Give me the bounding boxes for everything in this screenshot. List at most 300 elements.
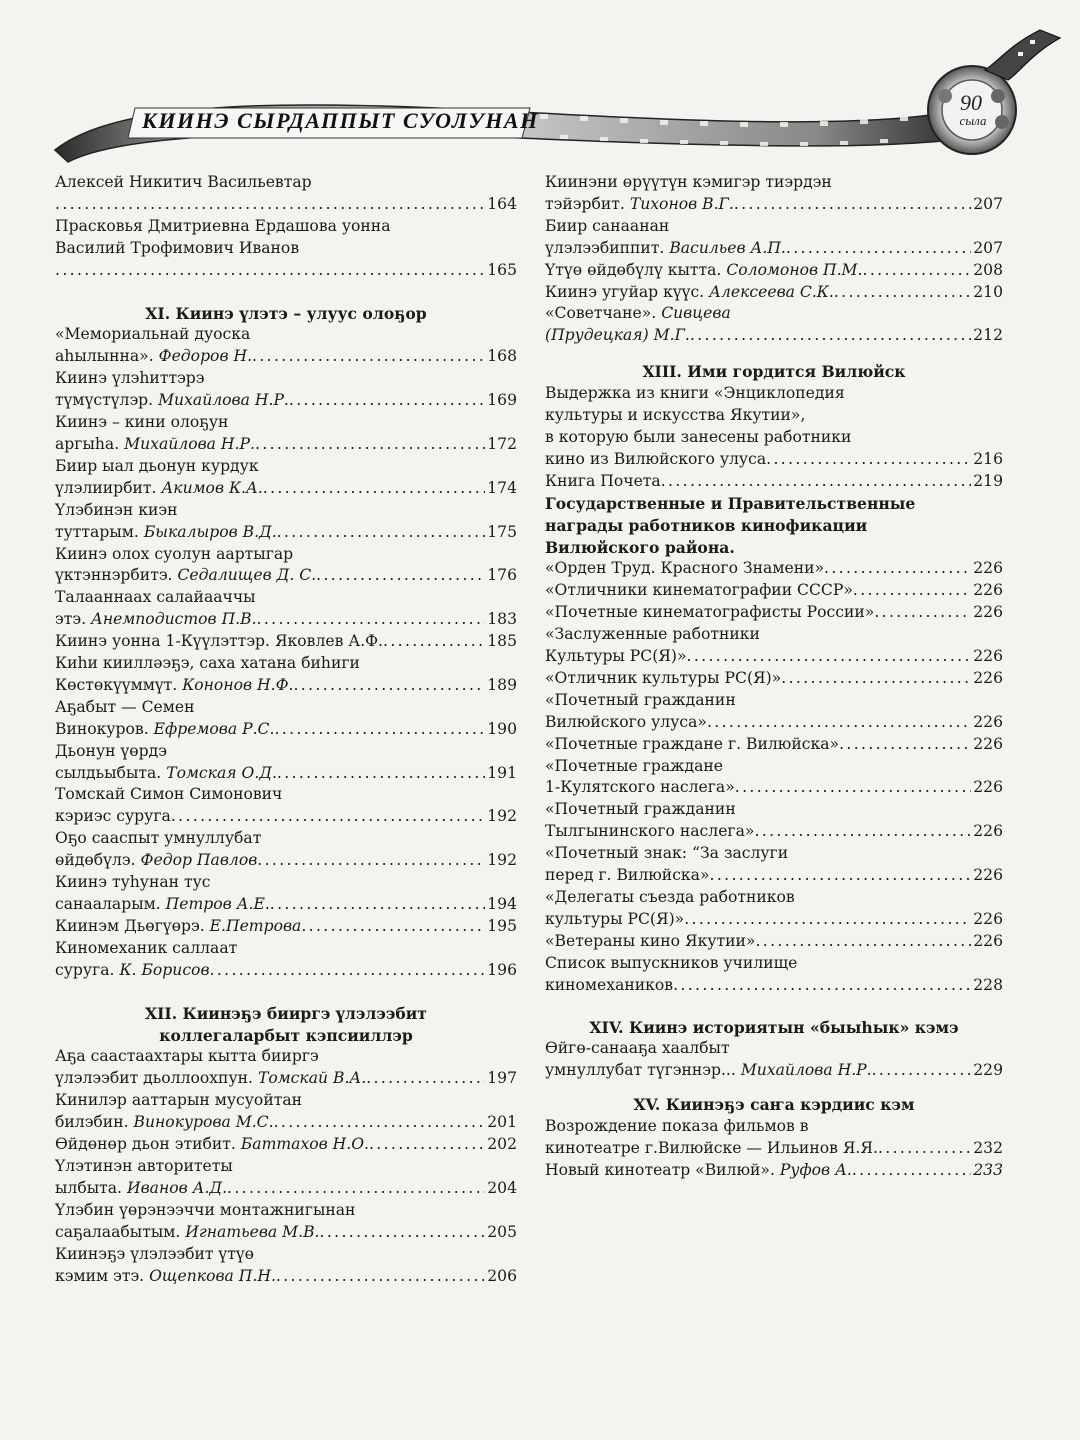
toc-entry-final-line (55, 916, 517, 938)
toc-entry-text: үлэлиирбит. (55, 478, 157, 497)
toc-entry (545, 843, 1003, 887)
toc-entry-line: Аҕа саастаахтары кытта бииргэ (55, 1047, 319, 1066)
dot-leader (316, 565, 485, 587)
toc-entry (55, 938, 517, 982)
toc-entry-line: Киинэ үлэһиттэрэ (55, 369, 205, 388)
toc-entry-author: (Прудецкая) М.Г. (545, 326, 690, 345)
page-number: 226 (973, 647, 1003, 666)
toc-entry-final-line (545, 471, 1003, 493)
dot-leader (257, 609, 486, 631)
page-number: 172 (487, 434, 517, 453)
toc-entry-line: Үлэбин үөрэнээччи монтажнигынан (55, 1200, 356, 1219)
toc-entry (55, 828, 517, 872)
dot-leader (171, 806, 485, 828)
toc-entry-author: Михайлова Н.Р. (124, 434, 255, 453)
awards-heading-line: Вилюйского района. (545, 537, 735, 557)
toc-entry-final-line (545, 282, 1003, 304)
toc-entry-text: суруга. (55, 960, 115, 979)
toc-entry-final-line (55, 346, 517, 368)
toc-entry-author: Седалищев Д. С. (177, 566, 317, 585)
toc-entry-final-line (545, 734, 1003, 756)
dot-leader (369, 1134, 485, 1156)
page-number: 226 (973, 581, 1003, 600)
toc-entry-final-line (545, 558, 1003, 580)
toc-entry-final-line (55, 1068, 517, 1090)
toc-entry (545, 282, 1003, 304)
toc-entry-text: этэ. (55, 610, 87, 629)
toc-entry-final-line (545, 865, 1003, 887)
toc-entry (545, 1038, 1003, 1082)
toc-entry-author: Томскай В.А. (257, 1069, 367, 1088)
toc-entry (55, 916, 517, 938)
toc-entry-text: «Почетные граждане г. Вилюйска» (545, 734, 840, 753)
page-number: 219 (973, 471, 1003, 490)
page-number: 197 (487, 1069, 517, 1088)
toc-entry-text: кэмим этэ. (55, 1266, 145, 1285)
section-title-xii-line2: коллегаларбыт кэпсииллэр (159, 1025, 413, 1045)
toc-entry-author: Ощепкова П.Н. (149, 1266, 276, 1285)
ribbon-title: КИИНЭ СЫРДАППЫТ СУОЛУНАН (142, 108, 539, 133)
toc-entry (545, 734, 1003, 756)
page-number: 228 (973, 975, 1003, 994)
toc-entry-final-line (55, 894, 517, 916)
dot-leader (661, 471, 972, 493)
toc-entry-text: билэбин. (55, 1113, 129, 1132)
toc-entry-author: Алексеева С.К. (709, 282, 834, 301)
spacer (55, 982, 517, 1003)
toc-entry-final-line (55, 1178, 517, 1200)
toc-entry (545, 558, 1003, 580)
toc-entry-final-line (55, 1266, 517, 1288)
dot-leader (878, 1138, 971, 1160)
page-number: 164 (487, 194, 517, 213)
toc-entry-line: Өйгө-санааҕа хаалбыт (545, 1039, 730, 1058)
page-number: 207 (973, 238, 1003, 257)
toc-entry-text: Өйдөнөр дьон этибит. (55, 1135, 236, 1154)
toc-entry-author: Васильев А.П. (669, 238, 786, 257)
anniversary-word: сыла (959, 113, 987, 128)
toc-entry (55, 741, 517, 785)
toc-entry-text: санааларым. (55, 895, 161, 913)
toc-entry-final-line (545, 238, 1003, 260)
toc-entry-final-line (545, 580, 1003, 602)
toc-entry-final-line (545, 260, 1003, 282)
toc-entry (545, 1160, 1003, 1182)
toc-entry-author: Федор Павлов (140, 851, 258, 870)
dot-leader (289, 390, 485, 412)
page-number: 207 (973, 194, 1003, 213)
page-number: 212 (973, 326, 1003, 345)
toc-entry (545, 887, 1003, 931)
toc-entry-final-line (545, 1060, 1003, 1082)
section-title-xii: XII. Киинэҕэ бииргэ үлэлээбит (145, 1003, 427, 1023)
dot-leader (55, 194, 485, 216)
page-number: 195 (487, 916, 517, 935)
dot-leader (872, 1060, 972, 1082)
toc-entry-final-line (55, 1112, 517, 1134)
toc-entry (55, 653, 517, 697)
toc-entry (55, 500, 517, 544)
page-number: 165 (487, 260, 517, 279)
toc-entry (545, 172, 1003, 216)
toc-entry-text: саҕалаабытым. (55, 1222, 181, 1241)
page-number: 233 (973, 1160, 1003, 1179)
dot-leader (852, 1160, 971, 1182)
toc-entry (545, 471, 1003, 493)
toc-entry-line: «Почетный гражданин (545, 800, 736, 819)
page-number: 190 (487, 719, 517, 738)
toc-entry-text: «Отличники кинематографии СССР» (545, 581, 853, 600)
toc-entry (55, 412, 517, 456)
dot-leader (255, 434, 485, 456)
toc-entry-final-line (545, 1160, 1003, 1182)
toc-entry-text: «Отличник культуры РС(Я)» (545, 668, 782, 687)
dot-leader (781, 668, 971, 690)
toc-entry-text: Культуры РС(Я)» (545, 647, 687, 666)
toc-entry (55, 1046, 517, 1090)
page-number: 192 (487, 807, 517, 826)
page-number: 183 (487, 610, 517, 629)
toc-entry-author: Соломонов П.М. (726, 260, 863, 279)
toc-entry-text: аргыһа. (55, 434, 120, 453)
toc-entry-text: ылбыта. (55, 1178, 122, 1197)
toc-entry (545, 303, 1003, 347)
toc-entry-final-line (55, 434, 517, 456)
page-number: 204 (487, 1178, 517, 1197)
toc-entry-final-line (545, 712, 1003, 734)
toc-entry (545, 260, 1003, 282)
toc-entry-author: Игнатьева М.В. (185, 1222, 320, 1241)
toc-entry-author: Е.Петрова (209, 916, 302, 935)
toc-entry (55, 697, 517, 741)
page-number: 226 (973, 822, 1003, 841)
toc-entry-author: Винокурова М.С. (133, 1113, 274, 1132)
toc-entry-line (545, 303, 1003, 325)
toc-entry-final-line (55, 1134, 517, 1156)
toc-entry-line: «Делегаты съезда работников (545, 888, 795, 906)
toc-entry-line: Киинэ – кини олоҕун (55, 413, 229, 432)
toc-entry-line: Аҕабыт — Семен (55, 697, 195, 716)
page-number: 226 (973, 734, 1003, 753)
dot-leader (276, 1266, 485, 1288)
header-banner (0, 0, 1080, 175)
dot-leader (834, 282, 971, 304)
toc-entry-final-line (55, 675, 517, 697)
toc-entry-final-line (545, 449, 1003, 471)
toc-entry-line: Возрождение показа фильмов в (545, 1117, 809, 1136)
toc-entry (55, 1200, 517, 1244)
dot-leader (274, 1112, 486, 1134)
page-number: 168 (487, 347, 517, 366)
toc-entry (545, 216, 1003, 260)
toc-entry (55, 1156, 517, 1200)
toc-entry-line: в которую были занесены работники (545, 427, 852, 446)
toc-entry-line: «Почетный знак: “За заслуги (545, 844, 789, 863)
page-number: 174 (487, 478, 517, 497)
toc-entry-line: Киинэҕэ үлэлээбит үтүө (55, 1244, 255, 1263)
section-title-xiii: XIII. Ими гордится Вилюйск (642, 362, 906, 382)
dot-leader (707, 712, 971, 734)
page-number: 232 (973, 1139, 1003, 1158)
toc-entry-final-line (55, 390, 517, 412)
toc-entry-final-line (55, 719, 517, 741)
dot-leader (277, 763, 485, 785)
page-number: 226 (973, 603, 1003, 622)
toc-entry-text: кэриэс суруга (55, 807, 171, 826)
toc-entry (545, 602, 1003, 624)
dot-leader (274, 719, 485, 741)
dot-leader (824, 558, 971, 580)
dot-leader (766, 449, 971, 471)
toc-entry (545, 690, 1003, 734)
toc-entry-line: Киинэ олох суолун аартыгар (55, 544, 294, 563)
awards-heading-line: награды работников кинофикации (545, 515, 868, 535)
toc-entry-final-line (545, 325, 1003, 347)
toc-entry-text: Киинэ угуйар күүс. (545, 282, 705, 301)
toc-entry (55, 544, 517, 588)
toc-entry-author: Кононов Н.Ф. (182, 675, 294, 694)
section-title-xi: XI. Киинэ үлэтэ – улуус олоҕор (145, 303, 427, 323)
toc-entry-author: Федоров Н. (158, 347, 253, 366)
page-number: 216 (973, 449, 1003, 468)
dot-leader (320, 1222, 486, 1244)
section-title-xv: XV. Киинэҕэ саҥа кэрдиис кэм (633, 1095, 915, 1115)
toc-entry-final-line (55, 260, 517, 282)
toc-entry-line: Үлэбинэн киэн (55, 500, 178, 519)
page-number: 210 (973, 282, 1003, 301)
section-title-xiv: XIV. Киинэ историятын «быыһык» кэмэ (589, 1017, 959, 1037)
dot-leader (863, 260, 972, 282)
toc-entry (545, 953, 1003, 997)
toc-entry-final-line (545, 777, 1003, 799)
toc-entry-final-line (55, 478, 517, 500)
toc-entry (545, 668, 1003, 690)
toc-entry-text: үлэлээбит дьоллоохпун. (55, 1069, 253, 1088)
toc-entry-author: Тихонов В.Г. (629, 194, 734, 213)
spacer (545, 997, 1003, 1017)
dot-leader (383, 631, 485, 653)
dot-leader (853, 580, 971, 602)
toc-entry-final-line (545, 975, 1003, 997)
toc-entry-line: Томскай Симон Симонович (55, 785, 283, 804)
toc-entry-author: Акимов К.А. (161, 478, 263, 497)
toc-entry-text: Новый кинотеатр «Вилюй». (545, 1160, 775, 1179)
page-number: 191 (487, 763, 517, 782)
toc-entry (545, 1116, 1003, 1160)
toc-entry-text: «Орден Труд. Красного Знамени» (545, 559, 825, 578)
toc-entry-text: Үтүө өйдөбүлү кытта. (545, 260, 722, 279)
toc-entry-text: Вилюйского улуса» (545, 712, 707, 731)
toc-entry-line: Оҕо сааспыт умнуллубат (55, 829, 262, 848)
page-number: 194 (487, 895, 517, 913)
toc-entry (545, 383, 1003, 471)
toc-entry-text: Книга Почета (545, 471, 661, 490)
toc-entry-final-line (545, 1138, 1003, 1160)
film-reel-ribbon-graphic (0, 0, 1080, 175)
toc-entry-author: Петров А.Е. (165, 895, 270, 913)
toc-entry-line: культуры и искусства Якутии», (545, 406, 806, 425)
toc-entry-text: туттарым. (55, 522, 139, 541)
page-number: 176 (487, 566, 517, 585)
toc-entry-text: перед г. Вилюйска» (545, 866, 710, 885)
toc-entry-final-line (545, 668, 1003, 690)
toc-entry-text: «Советчане». (545, 304, 657, 323)
toc-entry-text: Көстөкүүммүт. (55, 675, 178, 694)
toc-entry-final-line (55, 565, 517, 587)
toc-entry-text: Тылгынинского наслега» (545, 822, 755, 841)
dot-leader (710, 865, 972, 887)
toc-entry-final-line (55, 1222, 517, 1244)
toc-entry-text: киномехаников (545, 975, 674, 994)
toc-entry (545, 931, 1003, 953)
dot-leader (839, 734, 971, 756)
toc-entry-author: Томская О.Д. (166, 763, 277, 782)
toc-entry-text: «Почетные кинематографисты России» (545, 603, 875, 622)
dot-leader (210, 960, 486, 982)
toc-entry-line: Дьонун үөрдэ (55, 741, 167, 760)
toc-entry-final-line (55, 850, 517, 872)
dot-leader (301, 916, 485, 938)
dot-leader (690, 325, 971, 347)
toc-entry-line: Василий Трофимович Иванов (55, 238, 300, 257)
dot-leader (874, 602, 971, 624)
page-number: 226 (973, 931, 1003, 950)
toc-entry-author: К. Борисов (119, 960, 210, 979)
toc-entry (55, 172, 517, 216)
toc-entry-author: Ефремова Р.С. (153, 719, 275, 738)
toc-entry-text: Киинэ уонна 1-Күүлэттэр. Яковлев А.Ф. (55, 632, 383, 651)
page-number: 175 (487, 522, 517, 541)
toc-entry-line: Киномеханик саллаат (55, 938, 238, 957)
page-number: 226 (973, 559, 1003, 578)
toc-entry-text: аһылынна». (55, 347, 154, 366)
spacer (545, 347, 1003, 361)
page-number: 196 (487, 960, 517, 979)
page-number: 226 (973, 778, 1003, 797)
toc-entry (545, 799, 1003, 843)
page-number: 226 (973, 909, 1003, 928)
toc-entry-text: 1-Кулятского наслега» (545, 778, 735, 797)
toc-entry-text: түмүстүлэр. (55, 391, 154, 410)
toc-entry-line: «Мемориальнай дуоска (55, 325, 251, 344)
toc-entry-author: Михайлова Н.Р. (740, 1061, 872, 1080)
toc-entry-text: тэйэрбит. (545, 194, 625, 213)
toc-entry-final-line (55, 194, 517, 216)
toc-entry-final-line (545, 821, 1003, 843)
dot-leader (755, 931, 971, 953)
spacer (545, 1082, 1003, 1094)
toc-entry-text: кинотеатре г.Вилюйске — Ильинов Я.Я. (545, 1139, 878, 1158)
dot-leader (227, 1178, 485, 1200)
toc-entry-line: Киинэни өрүүтүн кэмигэр тиэрдэн (545, 173, 832, 191)
toc-entry-line: Кинилэр ааттарын мусуойтан (55, 1091, 303, 1110)
dot-leader (257, 850, 485, 872)
dot-leader (673, 975, 971, 997)
toc-entry-line: Список выпускников училище (545, 953, 798, 972)
dot-leader (366, 1068, 485, 1090)
toc-entry-text: үлэлээбиппит. (545, 238, 665, 257)
toc-entry-author: Быкалыров В.Д. (143, 522, 277, 541)
toc-entry (55, 1244, 517, 1288)
toc-entry-text: сылдьыбыта. (55, 763, 162, 782)
dot-leader (754, 821, 971, 843)
toc-entry-author: Михайлова Н.Р. (158, 391, 289, 410)
toc-entry (55, 1134, 517, 1156)
toc-entry-author: Сивцева (661, 304, 731, 323)
toc-entry (55, 587, 517, 631)
toc-entry (55, 216, 517, 238)
toc-entry-final-line (55, 763, 517, 785)
toc-entry-final-line (545, 602, 1003, 624)
dot-leader (735, 777, 971, 799)
toc-entry-text: үктэннэрбитэ. (55, 566, 173, 585)
page-number: 226 (973, 712, 1003, 731)
toc-entry-final-line (55, 522, 517, 544)
toc-entry-text: Винокуров. (55, 719, 149, 738)
toc-entry-line: Киһи киилләэҕэ, саха хатана биһиги (55, 654, 360, 673)
dot-leader (786, 238, 971, 260)
toc-right-column (545, 172, 1003, 1182)
toc-entry-final-line (545, 909, 1003, 931)
page-number: 169 (487, 391, 517, 410)
toc-entry (545, 624, 1003, 668)
dot-leader (277, 522, 486, 544)
toc-entry-line: Алексей Никитич Васильевтар (55, 173, 312, 191)
toc-entry-line: «Заслуженные работники (545, 625, 760, 644)
anniversary-number: 90 (960, 90, 982, 115)
toc-entry (55, 368, 517, 412)
toc-entry-final-line (55, 631, 517, 653)
toc-entry-final-line (55, 609, 517, 631)
toc-entry-line: Прасковья Дмитриевна Ердашова уонна (55, 216, 391, 235)
dot-leader (270, 894, 485, 916)
toc-entry-author: Руфов А. (779, 1160, 852, 1179)
toc-entry-text: умнуллубат түгэннэр... (545, 1061, 736, 1080)
dot-leader (687, 646, 972, 668)
dot-leader (55, 260, 485, 282)
page-number: 202 (487, 1135, 517, 1154)
toc-entry-line: Биир ыал дьонун курдук (55, 456, 259, 475)
toc-entry (545, 580, 1003, 602)
toc-entry-final-line (55, 806, 517, 828)
toc-entry-final-line (545, 194, 1003, 216)
toc-entry (55, 784, 517, 828)
toc-entry-line: «Почетные граждане (545, 756, 723, 775)
toc-entry (545, 756, 1003, 800)
spacer (55, 282, 517, 303)
page-number: 229 (973, 1061, 1003, 1080)
toc-entry-line: Үлэтинэн авторитеты (55, 1156, 233, 1175)
page-number: 205 (487, 1222, 517, 1241)
toc-entry (55, 324, 517, 368)
toc-entry-line: Киинэ туһунан тус (55, 873, 211, 892)
toc-entry-text: өйдөбүлэ. (55, 851, 136, 870)
toc-entry-author: Анемподистов П.В. (91, 610, 257, 629)
page-number: 206 (487, 1266, 517, 1285)
dot-leader (252, 346, 485, 368)
toc-entry-line: Выдержка из книги «Энциклопедия (545, 384, 845, 403)
toc-entry-text: кино из Вилюйского улуса (545, 449, 767, 468)
toc-entry (55, 872, 517, 916)
dot-leader (263, 478, 485, 500)
toc-left-column (55, 172, 517, 1287)
toc-entry-text: Киинэм Дьөгүөрэ. (55, 916, 205, 935)
toc-entry (55, 631, 517, 653)
toc-entry-text: «Ветераны кино Якутии» (545, 931, 756, 950)
page-number: 226 (973, 668, 1003, 687)
toc-entry-author: Иванов А.Д. (126, 1178, 228, 1197)
toc-entry-text: культуры РС(Я)» (545, 909, 685, 928)
